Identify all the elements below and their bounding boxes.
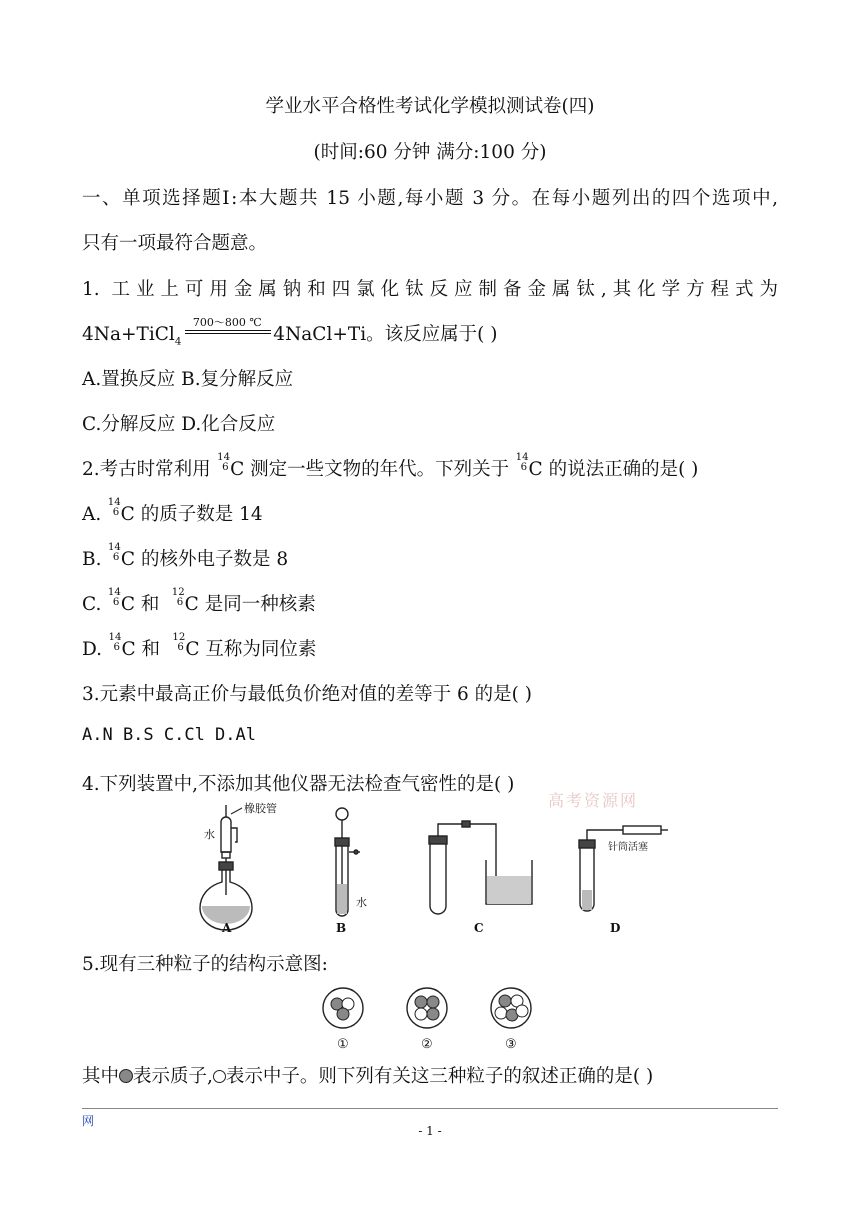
mass-number: 14	[107, 586, 121, 598]
mass-number: 14	[108, 631, 122, 643]
label-particle-1: ①	[337, 1037, 349, 1052]
page-title: 学业水平合格性考试化学模拟测试卷(四)	[265, 96, 595, 117]
atomic-number: 6	[112, 552, 120, 564]
q2-stem-part: C 的说法正确的是( )	[528, 459, 699, 480]
label-water-b: 水	[356, 896, 367, 909]
mass-number: 12	[171, 586, 185, 598]
option-text: C 和	[120, 594, 160, 615]
q4-stem: 4.下列装置中,不添加其他仪器无法检查气密性的是( )	[82, 774, 515, 795]
isotope-c14	[509, 451, 529, 476]
q1-equation	[82, 315, 498, 348]
section-heading-line1: 一、单项选择题Ⅰ:本大题共 15 小题,每小题 3 分。在每小题列出的四个选项中,	[82, 188, 778, 209]
atomic-number: 6	[222, 462, 229, 474]
label-water-a: 水	[204, 828, 215, 841]
footer-divider	[82, 1108, 778, 1109]
mass-number: 12	[172, 631, 186, 643]
q2-option-b	[82, 541, 289, 571]
mass-number: 14	[107, 541, 121, 553]
atomic-number: 6	[520, 462, 528, 474]
isotope-c14	[211, 451, 231, 476]
q2-stem	[82, 451, 699, 481]
mass-number: 14	[107, 496, 121, 508]
q2-option-d	[82, 631, 317, 661]
mass-number: 14	[515, 451, 529, 463]
option-text: C 互称为同位素	[185, 639, 317, 660]
particle-diagrams	[315, 982, 555, 1054]
atomic-number: 6	[113, 642, 120, 654]
option-text: C 的核外电子数是 8	[120, 549, 289, 570]
q1-options-cd: C.分解反应 D.化合反应	[82, 414, 276, 435]
particle-3	[491, 988, 531, 1028]
q1-eq-left: 4Na+TiCl	[82, 324, 175, 345]
apparatus-figure	[190, 800, 670, 940]
q5-text: 表示质子,	[133, 1066, 213, 1087]
label-C: C	[474, 921, 484, 935]
apparatus-d	[579, 826, 668, 911]
q5-text: 表示中子。则下列有关这三种粒子的叙述正确的是( )	[225, 1066, 654, 1087]
q5-legend-line	[82, 1062, 653, 1088]
neutron-symbol-icon	[213, 1070, 226, 1083]
watermark-stamp: 高考资源网	[548, 791, 639, 810]
q5-stem: 5.现有三种粒子的结构示意图:	[82, 954, 328, 975]
isotope-c14	[101, 586, 121, 611]
q1-stem: 1. 工业上可用金属钠和四氯化钛反应制备金属钛,其化学方程式为	[82, 279, 778, 300]
option-letter: B.	[82, 549, 102, 570]
apparatus-a	[200, 805, 252, 930]
q3-options: A.N B.S C.Cl D.Al	[82, 725, 256, 745]
q1-options-ab: A.置换反应 B.复分解反应	[82, 369, 294, 390]
label-A: A	[222, 921, 232, 935]
option-letter: D.	[82, 639, 103, 660]
mass-number: 14	[217, 451, 231, 463]
label-D: D	[610, 921, 621, 935]
q2-option-c	[82, 586, 316, 616]
option-text: C 的质子数是 14	[120, 504, 263, 525]
label-particle-3: ③	[505, 1037, 517, 1052]
atomic-number: 6	[112, 597, 120, 609]
q2-option-a	[82, 496, 263, 526]
particle-1	[323, 988, 363, 1028]
label-syringe-plunger: 针筒活塞	[608, 842, 648, 853]
option-text: C 和	[121, 639, 161, 660]
proton-symbol-icon	[119, 1069, 133, 1083]
label-rubber-tube: 橡胶管	[244, 802, 277, 815]
apparatus-c	[429, 821, 532, 914]
section-heading-line2: 只有一项最符合题意。	[82, 233, 268, 254]
atomic-number: 6	[176, 597, 184, 609]
isotope-c12	[165, 586, 185, 611]
label-particle-2: ②	[421, 1037, 433, 1052]
reaction-condition: 700～800 ℃	[192, 315, 262, 329]
q2-stem-part: C 测定一些文物的年代。下列关于	[230, 459, 510, 480]
q3-stem: 3.元素中最高正价与最低负价绝对值的差等于 6 的是( )	[82, 684, 532, 705]
exam-subtitle: (时间:60 分钟 满分:100 分)	[313, 142, 547, 163]
atomic-number: 6	[177, 642, 184, 654]
q2-stem-part: 2.考古时常利用	[82, 459, 211, 480]
q1-eq-subscript: 4	[174, 336, 182, 348]
option-letter: A.	[82, 504, 102, 525]
particle-2	[407, 988, 447, 1028]
label-B: B	[336, 921, 347, 935]
reaction-condition-arrow	[181, 315, 273, 341]
isotope-c14	[101, 541, 121, 566]
option-letter: C.	[82, 594, 102, 615]
q1-eq-right: 4NaCl+Ti。该反应属于( )	[273, 324, 498, 345]
atomic-number: 6	[112, 507, 120, 519]
footer-site-mark: 网	[82, 1114, 95, 1128]
q5-text: 其中	[82, 1066, 120, 1087]
isotope-c14	[101, 496, 121, 521]
isotope-c14	[102, 631, 122, 656]
isotope-c12	[166, 631, 186, 656]
page-number: - 1 -	[418, 1124, 442, 1138]
option-text: C 是同一种核素	[184, 594, 316, 615]
